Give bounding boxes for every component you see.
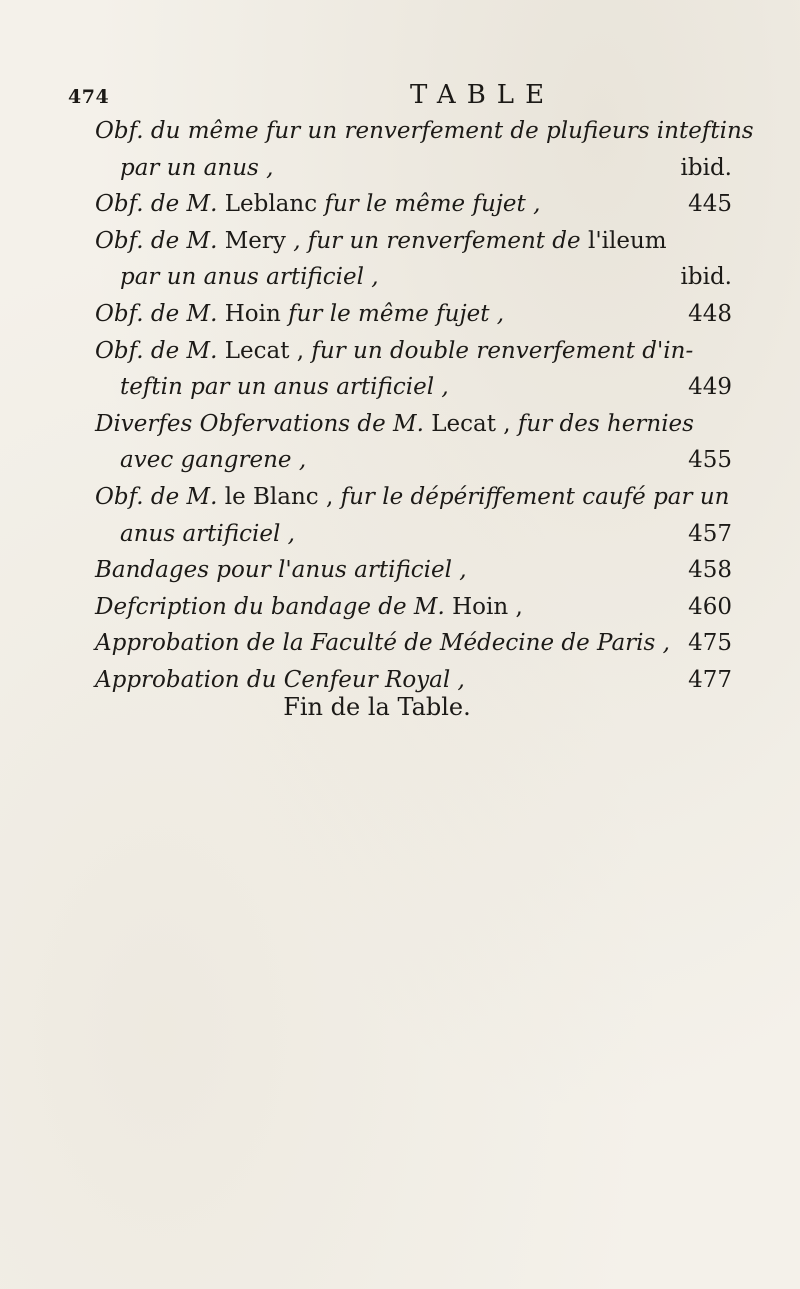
entry-page-number: 449 [688, 374, 732, 401]
entry-page-number: 475 [688, 630, 732, 657]
entry-text-segment: Approbation de la Faculté de Médecine de Paris , [95, 630, 670, 657]
entry-text [95, 296, 504, 332]
entry-text [95, 625, 670, 661]
entry-page-number: 458 [688, 557, 732, 584]
entry-page-number: 448 [688, 301, 732, 327]
entry-page-number: 445 [688, 191, 732, 218]
toc-entry [0, 589, 800, 625]
toc-entry [0, 625, 800, 661]
entry-text [120, 369, 449, 405]
toc-entry [0, 406, 800, 442]
entry-text [95, 113, 754, 149]
entry-page-number: ibid. [680, 264, 732, 291]
entry-text-segment: fur le même fujet , [288, 301, 505, 327]
entry-text [95, 406, 694, 442]
entry-page-number: 460 [688, 593, 732, 620]
entry-text-segment: fur un double renverfement d'in- [311, 337, 694, 364]
entry-text-segment: le Blanc , [224, 484, 341, 510]
entry-text-segment: anus artificiel , [120, 520, 295, 547]
entry-text-segment: Obf. du même fur un renverfement de plufieurs inteftins [95, 118, 754, 144]
entry-text [95, 552, 467, 588]
entry-text-segment: Leblanc [224, 191, 325, 218]
toc-entry [0, 223, 800, 259]
entry-text-segment: avec gangrene , [120, 447, 307, 474]
entry-text-segment: Bandages pour l'anus artificiel , [95, 557, 467, 584]
entry-text [120, 259, 379, 295]
entry-text-segment: Obf. de M. [95, 227, 225, 254]
entry-text-segment: Obf. de M. [95, 484, 225, 510]
entry-text-segment: Obf. de M. [95, 337, 225, 364]
entry-text-segment: Hoin , [452, 593, 523, 620]
entry-text-segment: l'ileum [587, 227, 667, 254]
entry-text-segment: fur des hernies [517, 410, 694, 437]
entry-text [120, 150, 273, 186]
entry-text-segment: Mery [224, 227, 294, 254]
entry-page-number: ibid. [680, 154, 732, 181]
entry-text-segment: Defcription du bandage de M. [95, 593, 453, 620]
toc-entry-continuation [0, 442, 800, 478]
toc-entry-continuation [0, 369, 800, 405]
entry-text [95, 479, 729, 515]
toc-entry [0, 186, 800, 222]
toc-entry [0, 333, 800, 369]
toc-entry-continuation [0, 150, 800, 186]
entry-text [95, 333, 693, 369]
entry-page-number: 455 [688, 447, 732, 474]
colophon [0, 693, 800, 721]
toc-entry [0, 552, 800, 588]
entry-text-segment: fur le même fujet , [324, 191, 541, 218]
entry-text [95, 186, 540, 222]
entry-text-segment: Approbation du Cenfeur Royal , [95, 667, 465, 693]
entry-text-segment: Hoin [224, 301, 289, 327]
entry-text-segment: Obf. de M. [95, 301, 225, 327]
entry-text [95, 589, 523, 625]
entry-page-number: 477 [688, 667, 732, 693]
toc-entry [0, 296, 800, 332]
entry-text-segment: fur le dépériffement caufé par un [340, 484, 730, 510]
entry-text-segment: par un anus , [120, 154, 274, 181]
toc-entry [0, 113, 800, 149]
toc-entry-continuation [0, 516, 800, 552]
toc-entry-continuation [0, 259, 800, 295]
entry-text-segment: par un anus artificiel , [120, 264, 379, 291]
page-number: 474 [68, 86, 110, 108]
entry-text-segment: Diverfes Obfervations de M. [95, 410, 432, 437]
entry-text-segment: Lecat , [224, 337, 312, 364]
running-title: TABLE [410, 80, 556, 110]
colophon-text: Fin de la Table. [283, 693, 471, 721]
entry-text [95, 223, 667, 259]
entry-text-segment: Obf. de M. [95, 191, 225, 218]
toc-entry [0, 479, 800, 515]
entry-text-segment: teftin par un anus artificiel , [120, 374, 449, 401]
entry-text-segment: , fur un renverfement de [293, 227, 588, 254]
entry-text [120, 442, 306, 478]
entry-page-number: 457 [688, 520, 732, 547]
entry-text-segment: Lecat , [431, 410, 518, 437]
entry-text [120, 516, 295, 552]
